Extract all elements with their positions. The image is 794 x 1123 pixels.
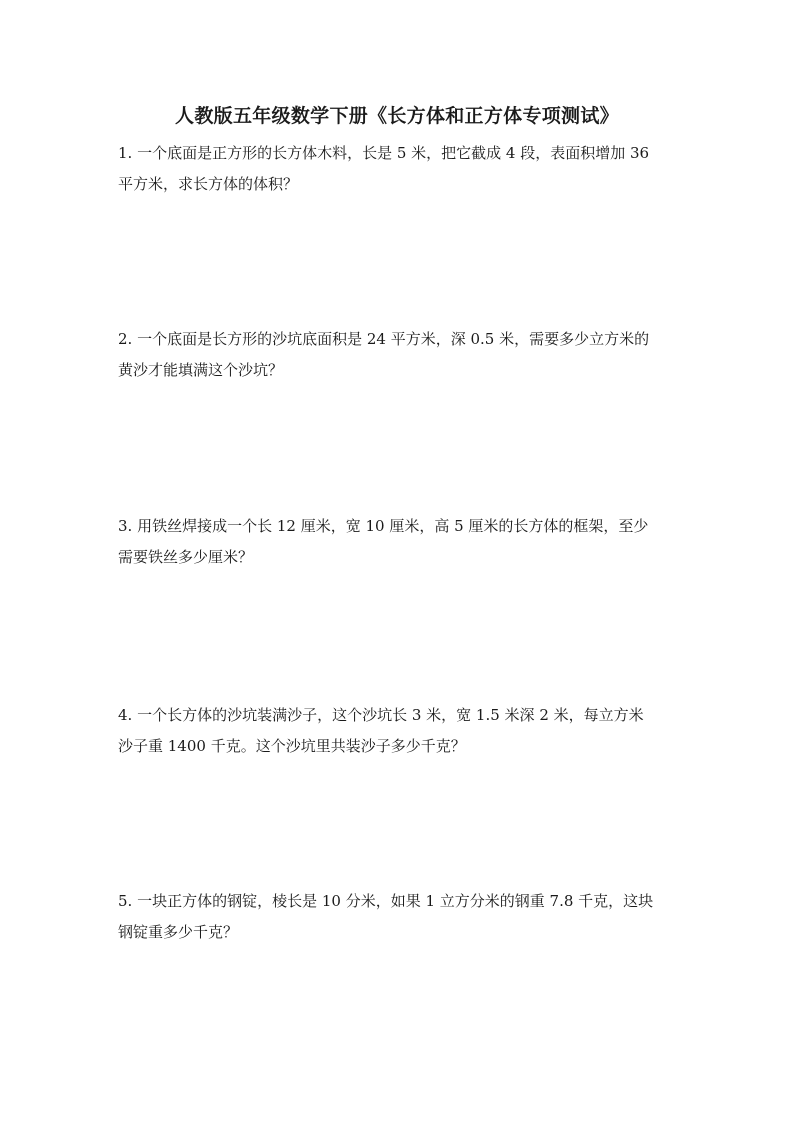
question-line: 平方米，求长方体的体积？ xyxy=(118,175,299,193)
question-5 xyxy=(118,886,678,948)
document-title: 人教版五年级数学下册《长方体和正方体专项测试》 xyxy=(175,105,619,127)
question-line: 4. 一个长方体的沙坑装满沙子，这个沙坑长 3 米，宽 1.5 米深 2 米，每立方米 xyxy=(118,706,644,724)
question-line: 3. 用铁丝焊接成一个长 12 厘米，宽 10 厘米，高 5 厘米的长方体的框架，至少 xyxy=(118,517,649,535)
question-line: 5. 一块正方体的钢锭，棱长是 10 分米，如果 1 立方分米的钢重 7.8 千克，这块 xyxy=(118,892,654,910)
question-line: 2. 一个底面是长方形的沙坑底面积是 24 平方米，深 0.5 米，需要多少立方米的 xyxy=(118,330,650,348)
question-line: 黄沙才能填满这个沙坑？ xyxy=(118,361,284,379)
question-line: 沙子重 1400 千克。这个沙坑里共装沙子多少千克？ xyxy=(118,737,466,755)
question-1 xyxy=(118,138,678,200)
question-4 xyxy=(118,700,678,762)
question-line: 1. 一个底面是正方形的长方体木料，长是 5 米，把它截成 4 段，表面积增加 36 xyxy=(118,144,650,162)
question-2 xyxy=(118,324,678,386)
question-line: 钢锭重多少千克？ xyxy=(118,923,239,941)
question-line: 需要铁丝多少厘米？ xyxy=(118,548,254,566)
question-3 xyxy=(118,511,678,573)
